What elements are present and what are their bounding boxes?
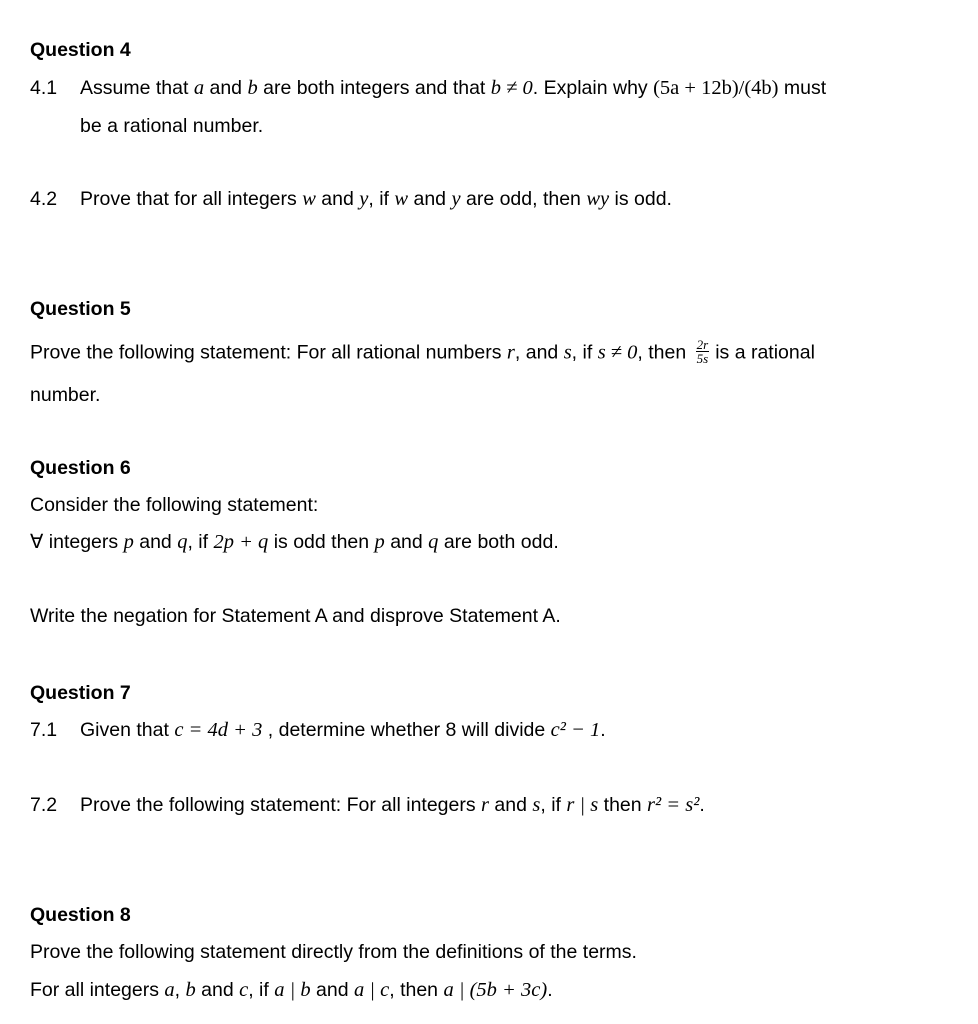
math-expression: 2p + q [213, 531, 269, 553]
text: are both odd. [438, 531, 559, 553]
math-expression: a | (5b + 3c) [443, 979, 548, 1001]
text: , if [540, 794, 567, 816]
text: . [547, 979, 553, 1001]
text: , if [368, 188, 395, 210]
question-8-line-1: Prove the following statement directly from the definitions of the terms. [30, 941, 637, 963]
question-6-intro: Consider the following statement: [30, 494, 319, 516]
math-var: y [359, 188, 369, 210]
text: and [195, 979, 240, 1001]
math-var: b [247, 77, 258, 99]
math-var: b [185, 979, 196, 1001]
text: and [408, 188, 452, 210]
math-expression: a | c [354, 979, 390, 1001]
question-8-line-2 [30, 978, 553, 1002]
question-5-line [30, 337, 815, 367]
text: . Explain why [532, 77, 654, 99]
math-expression: c² − 1 [550, 719, 601, 741]
text: and [384, 531, 429, 553]
text: and [133, 531, 178, 553]
math-var: s [563, 341, 572, 364]
text: and [204, 77, 248, 99]
text: Given that [80, 719, 175, 741]
item-number: 4.1 [30, 77, 58, 99]
math-var: q [177, 531, 188, 553]
text: , and [514, 341, 564, 364]
text: . [699, 794, 705, 816]
text: , [174, 979, 186, 1001]
forall-symbol: ∀ [30, 531, 44, 553]
text: is odd then [268, 531, 375, 553]
item-number: 7.2 [30, 794, 58, 816]
text: is odd. [609, 188, 672, 210]
math-var: r [481, 794, 490, 816]
math-var: y [451, 188, 461, 210]
question-4-1-line [30, 76, 826, 100]
text: , if [248, 979, 275, 1001]
text: must [778, 77, 827, 99]
text: Prove that for all integers [80, 188, 303, 210]
math-var: q [428, 531, 439, 553]
text: is a rational [715, 341, 815, 364]
question-6-task: Write the negation for Statement A and disprove Statement A. [30, 605, 561, 627]
text: , then [637, 341, 692, 364]
question-6-heading: Question 6 [30, 457, 131, 479]
text: , if [571, 341, 598, 364]
text: are odd, then [460, 188, 587, 210]
math-expression: c = 4d + 3 [174, 719, 263, 741]
text: , then [389, 979, 444, 1001]
math-var: p [123, 531, 134, 553]
text: and [310, 979, 354, 1001]
question-4-1-continuation: be a rational number. [80, 115, 264, 137]
item-number: 7.1 [30, 719, 58, 741]
text: integers [43, 531, 124, 553]
question-4-heading: Question 4 [30, 39, 131, 61]
text: Prove the following statement: For all rational numbers [30, 341, 507, 364]
text: are both integers and that [257, 77, 491, 99]
question-7-1-line [30, 718, 606, 742]
math-var: p [374, 531, 385, 553]
question-5-continuation: number. [30, 384, 101, 406]
statement-a [30, 530, 559, 554]
math-expression: a | b [274, 979, 311, 1001]
math-var: w [394, 188, 409, 210]
text: Assume that [80, 77, 194, 99]
math-expression: s ≠ 0 [597, 341, 638, 364]
text: Prove the following statement: For all integers [80, 794, 482, 816]
text: and [489, 794, 533, 816]
math-expression: (5a + 12b)/(4b) [653, 77, 779, 99]
text: , if [187, 531, 214, 553]
fraction [696, 338, 710, 365]
text: , determine whether 8 will divide [262, 719, 551, 741]
item-number: 4.2 [30, 188, 58, 210]
question-7-heading: Question 7 [30, 682, 131, 704]
math-expression: r² = s² [647, 794, 700, 816]
math-var: w [302, 188, 316, 210]
question-4-2-line [30, 187, 672, 211]
math-expression: b ≠ 0 [490, 77, 533, 99]
math-var: a [193, 77, 205, 99]
fraction-numerator: 2r [696, 337, 709, 352]
text: and [315, 188, 360, 210]
math-expression: r | s [566, 794, 599, 816]
fraction-denominator: 5s [696, 351, 709, 366]
text: For all integers [30, 979, 165, 1001]
text: . [600, 719, 606, 741]
math-var: s [532, 794, 541, 816]
math-var: wy [586, 188, 610, 210]
math-var: c [239, 979, 249, 1001]
question-8-heading: Question 8 [30, 904, 131, 926]
text: then [598, 794, 648, 816]
question-5-heading: Question 5 [30, 298, 131, 320]
question-7-2-line [30, 793, 705, 817]
math-var: r [506, 341, 515, 364]
math-var: a [164, 979, 175, 1001]
